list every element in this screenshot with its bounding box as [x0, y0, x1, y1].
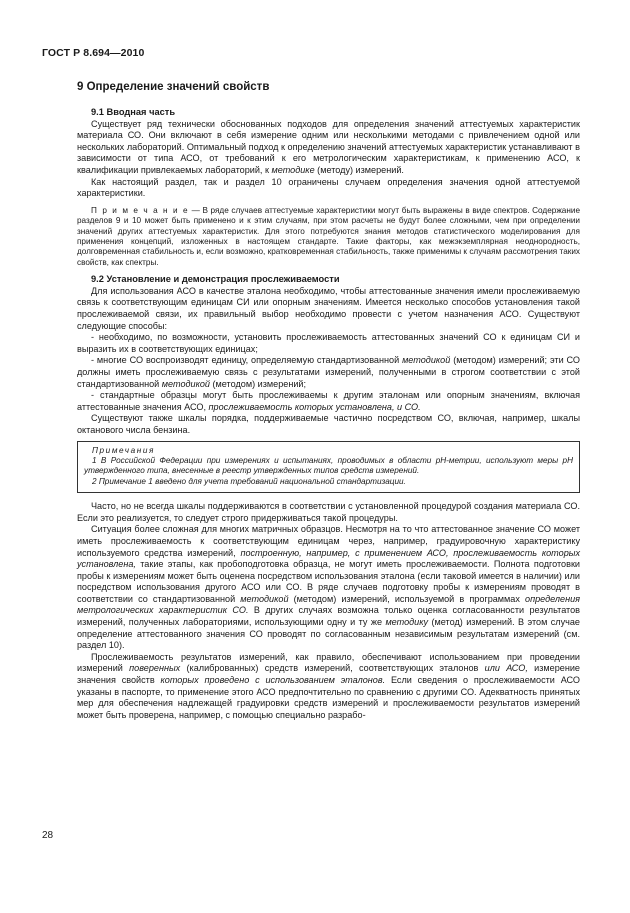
page-number: 28: [42, 830, 54, 841]
paragraph: Прослеживаемость результатов измерений, как правило, обеспечивают использованием при проведении измерений поверенных (калиброванных) средств измерений, соответствующих эталонов или АСО, измерение значения свойств которых проведено с использованием эталонов. Если сведения о прослеживаемости АСО указаны в паспорте, то применение этого АСО предпочтительно по сравнению с другими СО. Адекватность принятых мер для обеспечения надлежащей градуировки средств измерений и прослеживаемости результатов измерений может быть проверена, например, с помощью специально разрабо-: [77, 651, 580, 720]
subsection-title-9-1: 9.1 Вводная часть: [91, 107, 176, 117]
note: П р и м е ч а н и е — В ряде случаев аттестуемые характеристики могут быть выражены в виде спектров. Содержание разделов 9 и 10 может быть применено и к этим случаям, при этом расчеты не будут более сложными, чем при определении значений других аттестуемых характеристик. Для этого потребуются знания методов статистического моделирования для применения концепций, изложенных в настоящем стандарте. Такие факторы, как межэкземплярная неоднородность, долговременная стабильность и, если возможно, кратковременная стабильность, также применимы к случаям рассмотрения таких свойств, как спектры.: [77, 205, 580, 267]
document-body: [77, 80, 580, 721]
paragraph: Существуют также шкалы порядка, поддерживаемые частично посредством СО, включая, например, шкалы октанового числа бензина.: [77, 413, 580, 435]
note-item: 2 Примечание 1 введено для учета требований национальной стандартизации.: [92, 476, 406, 486]
paragraph: Часто, но не всегда шкалы поддерживаются в соответствии с установленной процедурой создания материала СО. Если это реализуется, то следует строго придерживаться такой процедуры.: [77, 501, 580, 523]
paragraph: Как настоящий раздел, так и раздел 10 ограничены случаем определения значения одной аттестуемой характеристики.: [77, 176, 580, 199]
notes-heading: Примечания: [92, 445, 155, 455]
paragraph: Существует ряд технически обоснованных подходов для определения значений аттестуемых характеристик материала СО. Они включают в себя измерение одним или несколькими методами с привлечением одной или нескольких лабораторий. Оптимальный подход к определению значений аттестуемых характеристик устанавливают в зависимости от типа АСО, от требований к его метрологическим характеристикам, к применению АСО, к квалификации привлекаемых лабораторий, к методике (методу) измерений.: [77, 118, 580, 175]
paragraph: Ситуация более сложная для многих матричных образцов. Несмотря на то что аттестованное значение СО может иметь прослеживаемость к соответствующим единицам через, например, градуировочную характеристику используемого средства измерений, построенную, например, с применением АСО, прослеживаемость которых установлена, такие этапы, как пробоподготовка образца, не могут иметь прослеживаемости. Полнота подготовки пробы к измерениям может быть оценена посредством использования эталона (если таковой имеется в наличии) или посредством использования другого АСО или СО. В ряде случаев подготовку пробы к измерениям проводят в соответствии со стандартизованной методикой (методом) измерений, используемой в программах определения метрологических характеристик СО. В других случаях возможна только оценка согласованности результатов измерений, полученных лабораториями, использующими одну и ту же методику (метод) измерений. В этом случае определение аттестованного значения СО проводят по согласованным независимым результатам измерений (см. раздел 10).: [77, 524, 581, 651]
document-header: ГОСТ Р 8.694—2010: [42, 47, 145, 59]
section-title: 9 Определение значений свойств: [77, 81, 270, 93]
list-item: - стандартные образцы могут быть прослеживаемы к другим эталонам или опорным значениям, включая аттестованные значения АСО, прослеживаемость которых установлена, и СО.: [77, 390, 580, 412]
note-item: 1 В Российской Федерации при измерениях и испытаниях, проводимых в области рН-метрии, используют меры рН утвержденного типа, внесенные в реестр утвержденных типов средств измерений.: [84, 455, 573, 476]
list-item: - многие СО воспроизводят единицу, определяемую стандартизованной методикой (методом) измерений; эти СО должны иметь прослеживаемую связь с результатами измерений, полученными в строгом соответствии с этой стандартизованной методикой (методом) измерений;: [77, 355, 580, 389]
list-item: - необходимо, по возможности, установить прослеживаемость аттестованных значений СО к единицам СИ и выразить их в соответствующих единицах;: [77, 332, 580, 354]
notes-box: [77, 441, 580, 494]
paragraph: Для использования АСО в качестве эталона необходимо, чтобы аттестованные значения имели прослеживаемую связь к соответствующим единицам СИ или опорным значениям. Имеется несколько способов установления такой прослеживаемой связи, их правильный выбор необходимо провести с учетом назначения АСО. Существуют следующие способы:: [77, 285, 580, 331]
subsection-title-9-2: 9.2 Установление и демонстрация прослеживаемости: [91, 274, 340, 285]
